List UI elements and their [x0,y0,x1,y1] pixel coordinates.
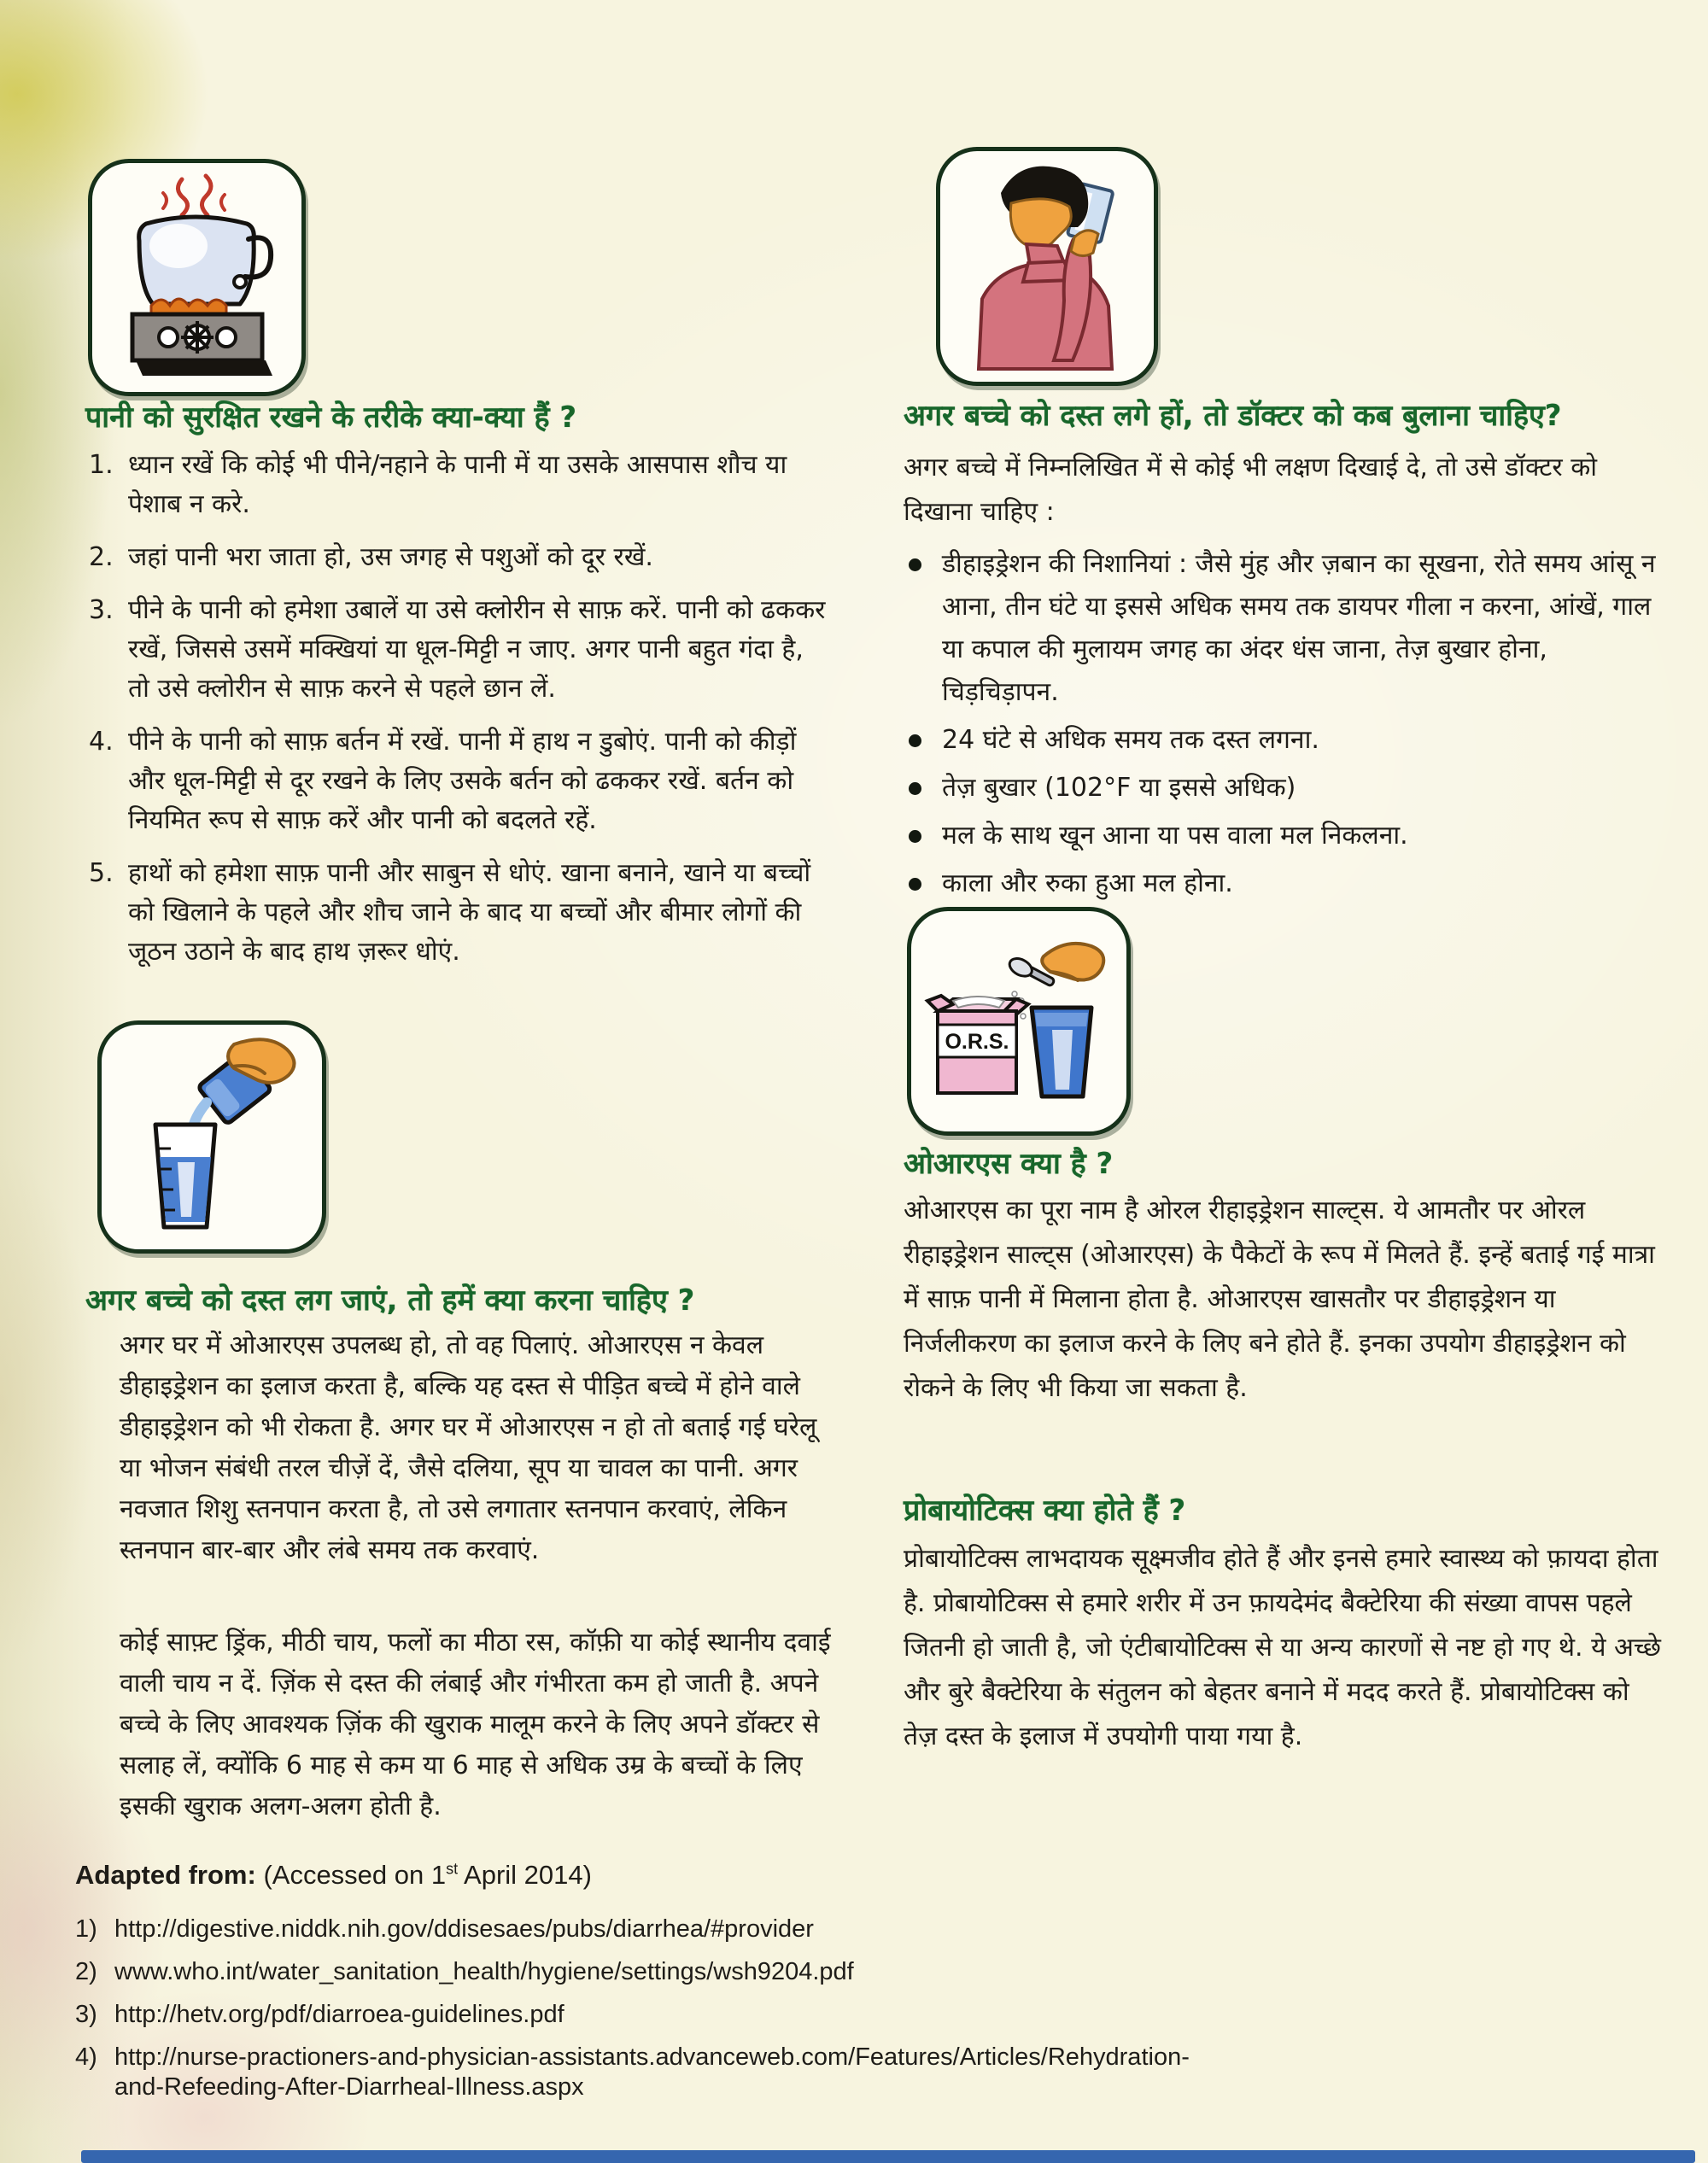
probiotics-paragraph: प्रोबायोटिक्स लाभदायक सूक्ष्मजीव होते हैं और इनसे हमारे स्वास्थ्य को फ़ायदा होता है. प्रोबायोटिक्स से हमारे शरीर में उन फ़ायदेमंद बैक्टेरिया की संख्या वापस पहले जितनी हो जाती है, जो एंटीबायोटिक्स से या अन्य कारणों से नष्ट हो गए थे. ये अच्छे और बुरे बैक्टेरिया के संतुलन को बेहतर बनाने में मदद करते हैं. प्रोबायोटिक्स को तेज़ दस्त के इलाज में उपयोगी पाया गया है. [904,1544,1661,1751]
source-link-row [75,2043,1578,2102]
source-link-url [114,2043,1190,2102]
section-heading-ors: ओआरएस क्या है ? [904,1147,1114,1181]
source-link-url-text: http://digestive.niddk.nih.gov/ddisesaes/pubs/diarrhea/#provider [114,1915,814,1943]
ors-paragraph: ओआरएस का पूरा नाम है ओरल रीहाइड्रेशन साल्ट्स. ये आमतौर पर ओरल रीहाइड्रेशन साल्ट्स (ओआरएस) के पैकेटों के रूप में मिलते हैं. इन्हें बताई गई मात्रा में साफ़ पानी में मिलाना होता है. ओआरएस खासतौर पर डीहाइड्रेशन या निर्जलीकरण का इलाज करने के लिए बने होते हैं. इनका उपयोग डीहाइड्रेशन को रोकने के लिए भी किया जा सकता है. [904,1195,1655,1403]
bullet-item [904,862,1672,905]
section-heading-call-doctor: अगर बच्चे को दस्त लगे हों, तो डॉक्टर को कब बुलाना चाहिए? [904,399,1562,433]
list-item-text: ध्यान रखें कि कोई भी पीने/नहाने के पानी में या उसके आसपास शौच या पेशाब न करे. [128,450,787,519]
accessed-date-ordinal: st [446,1860,459,1878]
list-item [89,591,830,709]
list-item-text: जहां पानी भरा जाता हो, उस जगह से पशुओं को दूर रखें. [128,542,653,572]
list-item [89,722,830,840]
source-link-url-text: http://hetv.org/pdf/diarroea-guidelines.pdf [114,2001,564,2028]
source-link-url-text-wrapped: and-Refeeding-After-Diarrheal-Illness.aspx [114,2073,584,2101]
bullet-dot-icon [909,734,921,747]
accessed-date-prefix: (Accessed on 1 [255,1860,447,1890]
source-link-row [75,2000,1578,2030]
source-link-url [114,1957,854,1987]
bottom-blue-strip [81,2150,1695,2163]
ors-box-label: O.R.S. [945,1030,1009,1054]
call-doctor-intro: अगर बच्चे में निम्नलिखित में से कोई भी लक्षण दिखाई दे, तो उसे डॉक्टर को दिखाना चाहिए : [904,453,1598,527]
list-item-text: हाथों को हमेशा साफ़ पानी और साबुन से धोएं. खाना बनाने, खाने या बच्चों को खिलाने के पहले और शौच जाने के बाद या बच्चों और बीमार लोगों की जूठन उठाने के बाद हाथ ज़रूर धोएं. [128,858,811,967]
source-link-url-text: www.who.int/water_sanitation_health/hygiene/settings/wsh9204.pdf [114,1958,854,1985]
section-heading-probiotics: प्रोबायोटिक्स क्या होते हैं ? [904,1494,1186,1528]
source-links [75,1915,1578,2115]
source-link-number: 2) [75,1958,97,1985]
bullet-item [904,543,1672,714]
source-link-url [114,2000,564,2030]
list-item-text: पीने के पानी को साफ़ बर्तन में रखें. पानी में हाथ न डुबोएं. पानी को कीड़ों और धूल-मिट्टी से दूर रखने के लिए उसके बर्तन को ढककर रखें. बर्तन को नियमित रूप से साफ़ करें और पानी को बदलते रहें. [128,727,797,835]
section-heading-water-safety: पानी को सुरक्षित रखने के तरीके क्या-क्या हैं ? [85,400,577,435]
list-item [89,854,830,972]
section-heading-diarrhea-action: अगर बच्चे को दस्त लग जाएं, तो हमें क्या करना चाहिए ? [85,1283,695,1318]
bullet-dot-icon [909,878,921,891]
bullet-item [904,815,1672,857]
source-link-url-text: http://nurse-practioners-and-physician-assistants.advanceweb.com/Features/Articles/Rehydration- [114,2043,1190,2071]
list-item-number: 3. [89,595,114,625]
list-item-number: 5. [89,858,114,888]
bullet-text: डीहाइड्रेशन की निशानियां : जैसे मुंह और ज़बान का सूखना, रोते समय आंसू न आना, तीन घंटे या इससे अधिक समय तक डायपर गीला न करना, आंखें, गाल या कपाल की मुलायम जगह का अंदर धंस जाना, तेज़ बुखार होना, चिड़चिड़ापन. [942,549,1656,707]
ors-illustration [907,907,1131,1136]
pouring-water-illustration [97,1020,326,1254]
source-link-number: 1) [75,1915,97,1943]
bullet-item [904,767,1672,810]
boiling-pot-icon [97,167,297,388]
boiling-pot-illustration [88,159,306,396]
bullet-text: मल के साथ खून आना या पस वाला मल निकलना. [942,821,1408,851]
water-safety-list [89,446,830,985]
list-item-number: 1. [89,450,114,480]
accessed-date-suffix: April 2014) [458,1860,592,1890]
source-link-number: 4) [75,2043,97,2071]
source-link-url [114,1915,814,1944]
diarrhea-action-paragraph-1: अगर घर में ओआरएस उपलब्ध हो, तो वह पिलाएं. ओआरएस न केवल डीहाइड्रेशन का इलाज करता है, बल्कि यह दस्त से पीड़ित बच्चे में होने वाले डीहाइड्रेशन को भी रोकता है. अगर घर में ओआरएस न हो तो बताई गई घरेलू या भोजन संबंधी तरल चीज़ें दें, जैसे दलिया, सूप या चावल का पानी. अगर नवजात शिशु स्तनपान करता है, तो उसे लगातार स्तनपान करवाएं, लेकिन स्तनपान बार-बार और लंबे समय तक करवाएं. [120,1330,817,1565]
symptoms-bullet-list [904,543,1672,910]
bullet-text: काला और रुका हुआ मल होना. [942,868,1233,898]
adapted-from-label: Adapted from: [75,1860,256,1890]
list-item [89,538,830,577]
source-link-number: 3) [75,2001,97,2028]
list-item-number: 4. [89,727,114,757]
source-link-row [75,1915,1578,1944]
bullet-dot-icon [909,830,921,843]
bullet-item [904,719,1672,762]
bullet-dot-icon [909,782,921,795]
bullet-text: तेज़ बुखार (102°F या इससे अधिक) [942,773,1296,803]
list-item-text: पीने के पानी को हमेशा उबालें या उसे क्लोरीन से साफ़ करें. पानी को ढककर रखें, जिससे उसमें मक्खियां या धूल-मिट्टी न जाए. अगर पानी बहुत गंदा है, तो उसे क्लोरीन से साफ़ करने से पहले छान लें. [128,595,826,704]
ors-packet-icon [915,915,1122,1127]
source-link-row [75,1957,1578,1987]
list-item-number: 2. [89,542,114,572]
drinking-person-illustration [936,147,1158,386]
bullet-dot-icon [909,558,921,571]
bullet-text: 24 घंटे से अधिक समय तक दस्त लगना. [942,725,1319,755]
list-item [89,446,830,524]
pouring-water-icon [106,1029,318,1245]
drinking-person-icon [945,155,1149,377]
diarrhea-action-paragraph-2: कोई साफ़्ट ड्रिंक, मीठी चाय, फलों का मीठा रस, कॉफ़ी या कोई स्थानीय दवाई वाली चाय न दें. ज़िंक से दस्त की लंबाई और गंभीरता कम हो जाती है. अपने बच्चे के लिए आवश्यक ज़िंक की खुराक मालूम करने के लिए अपने डॉक्टर से सलाह लें, क्योंकि 6 माह से कम या 6 माह से अधिक उम्र के बच्चों के लिए इसकी खुराक अलग-अलग होती है. [120,1628,831,1821]
adapted-from-line [75,1860,592,1891]
